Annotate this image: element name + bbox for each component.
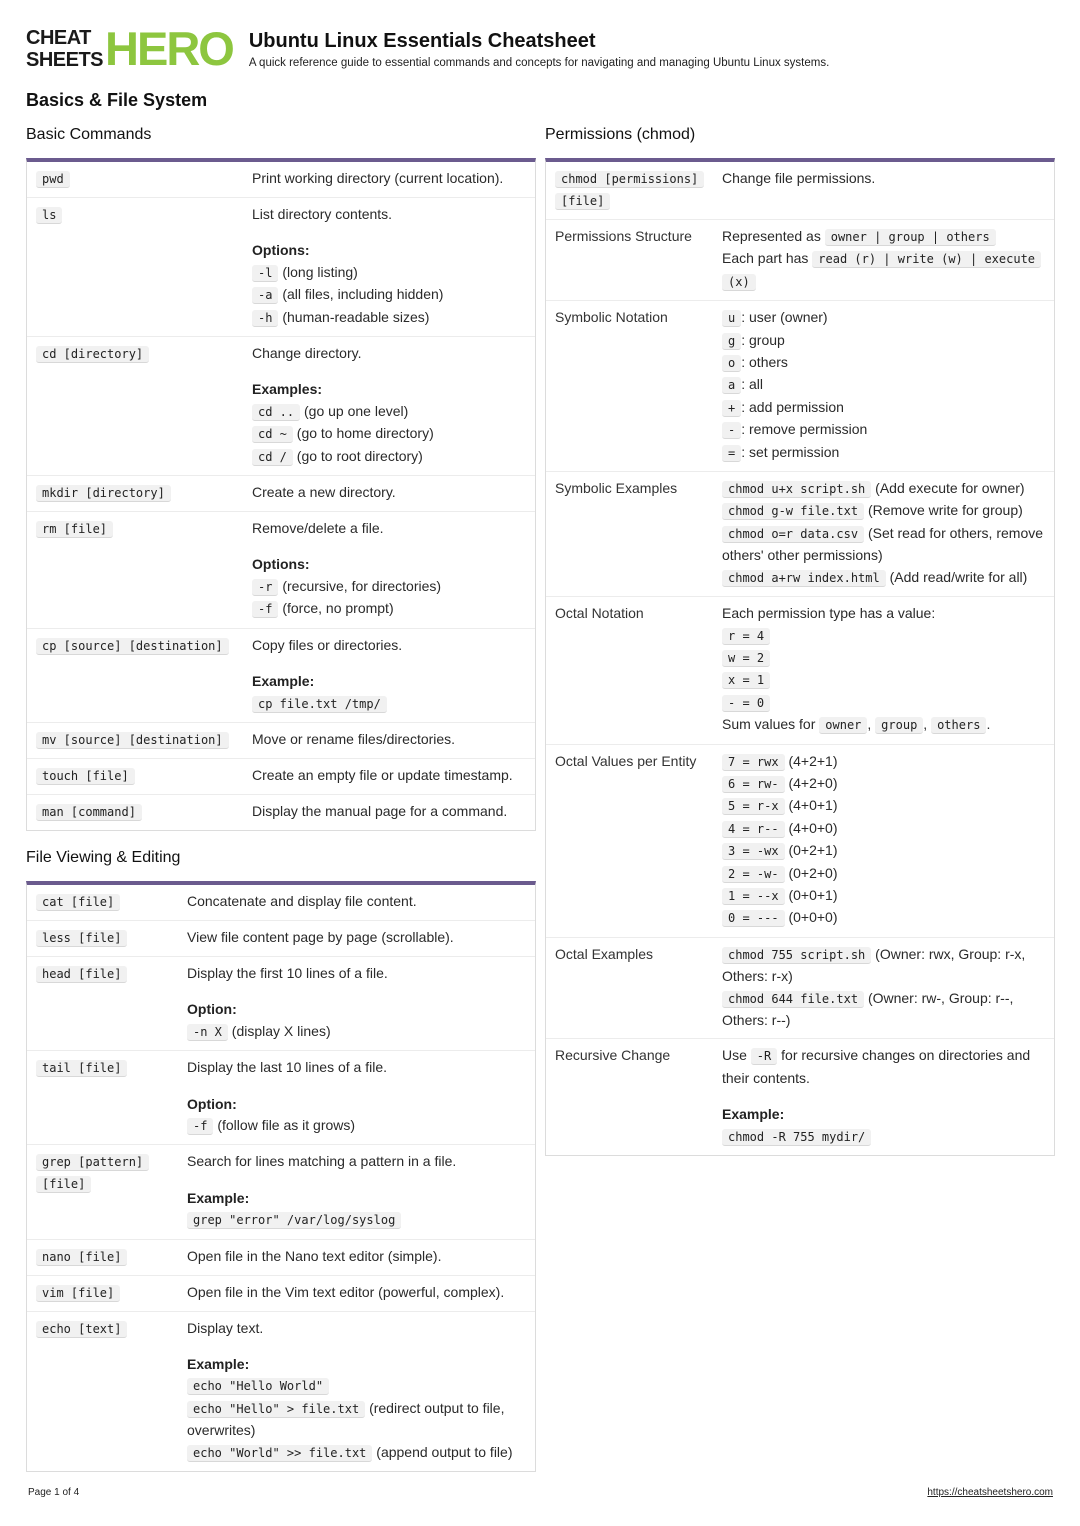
example-label: Example:	[187, 1189, 250, 1206]
code: u	[722, 310, 741, 327]
code: -	[722, 422, 741, 439]
command-code: cp [source] [destination]	[36, 638, 229, 655]
description: List directory contents.	[252, 206, 393, 222]
row-label: Octal Examples	[555, 945, 654, 962]
example-code: grep "error" /var/log/syslog	[187, 1212, 401, 1229]
option-code: -f	[187, 1118, 213, 1135]
text: (4+2+1)	[788, 752, 838, 769]
text: .	[986, 716, 991, 733]
example-code: chmod o=r data.csv	[722, 526, 864, 543]
code: =	[722, 445, 741, 462]
example-code: cp file.txt /tmp/	[252, 696, 387, 713]
text: (0+0+1)	[788, 886, 838, 903]
option-code: -r	[252, 579, 278, 596]
code: - = 0	[722, 695, 770, 712]
options-label: Options:	[252, 556, 310, 573]
code: r = 4	[722, 628, 770, 645]
row-label: Recursive Change	[555, 1047, 671, 1064]
code: +	[722, 400, 741, 417]
table-row	[27, 885, 535, 921]
text: for recursive changes on directories and their contents.	[722, 1047, 1031, 1086]
command-code: echo [text]	[36, 1321, 127, 1338]
table-row	[27, 723, 535, 759]
code: 6 = rw-	[722, 776, 785, 793]
footer-link[interactable]: https://cheatsheetshero.com	[927, 1487, 1053, 1498]
example-text: (Add execute for owner)	[875, 480, 1025, 497]
command-code: [file]	[36, 1176, 91, 1193]
code: g	[722, 333, 741, 350]
option-code: -l	[252, 265, 278, 282]
logo[interactable]	[26, 22, 233, 75]
description: Display the manual page for a command.	[252, 802, 508, 819]
text: Each part has	[722, 250, 809, 267]
row-label: Octal Notation	[555, 605, 644, 622]
description: Change file permissions.	[722, 170, 876, 186]
text: (4+2+0)	[788, 774, 838, 791]
code: others	[931, 717, 986, 734]
command-code: [file]	[555, 193, 610, 210]
text: : remove permission	[741, 421, 868, 438]
table-row	[546, 220, 1054, 301]
text: (0+0+0)	[788, 909, 838, 926]
section-title: Basics & File System	[26, 90, 208, 110]
code: x = 1	[722, 672, 770, 689]
option-code: -n X	[187, 1024, 228, 1041]
example-text: (go to home directory)	[296, 425, 434, 442]
code: 1 = --x	[722, 888, 785, 905]
example-code: chmod g-w file.txt	[722, 503, 864, 520]
text: : user (owner)	[741, 309, 828, 326]
card-basic-commands	[26, 158, 536, 831]
header	[26, 22, 830, 75]
command-code: chmod [permissions]	[555, 171, 704, 188]
command-code: nano [file]	[36, 1249, 127, 1266]
code: a	[722, 377, 741, 394]
description: Change directory.	[252, 345, 362, 362]
example-code: chmod a+rw index.html	[722, 570, 886, 587]
option-code: -f	[252, 601, 278, 618]
code: o	[722, 355, 741, 372]
command-code: less [file]	[36, 930, 127, 947]
row-label: Permissions Structure	[555, 228, 692, 244]
option-text: (follow file as it grows)	[217, 1116, 356, 1133]
example-code: chmod -R 755 mydir/	[722, 1129, 871, 1146]
logo-text-hero: HERO	[105, 22, 233, 75]
description: Display text.	[187, 1319, 264, 1336]
left-column	[26, 124, 536, 1488]
examples-label: Examples:	[252, 381, 323, 398]
description: Display the last 10 lines of a file.	[187, 1059, 387, 1076]
description: View file content page by page (scrollable).	[187, 928, 454, 945]
text: ,	[923, 716, 928, 733]
table-row	[546, 938, 1054, 1040]
command-code: head [file]	[36, 966, 127, 983]
logo-text-sheets: SHEETS	[26, 49, 104, 71]
text: (4+0+1)	[788, 797, 838, 814]
option-text: (recursive, for directories)	[282, 577, 442, 594]
page-subtitle: A quick reference guide to essential commands and concepts for navigating and managing Ubuntu Linux systems.	[248, 57, 830, 69]
table-row	[546, 745, 1054, 938]
text: : others	[741, 354, 788, 371]
option-label: Option:	[187, 1095, 237, 1112]
card-permissions	[545, 158, 1055, 1156]
table-row	[27, 476, 535, 512]
description: Create a new directory.	[252, 484, 396, 501]
table-row	[546, 1039, 1054, 1155]
example-label: Example:	[187, 1355, 250, 1372]
table-row	[27, 337, 535, 476]
table-row	[27, 921, 535, 957]
example-code: echo "Hello" > file.txt	[187, 1401, 365, 1418]
row-label: Symbolic Examples	[555, 480, 678, 497]
table-row	[27, 162, 535, 198]
example-label: Example:	[722, 1106, 785, 1123]
command-code: rm [file]	[36, 521, 113, 538]
text: : group	[741, 331, 785, 348]
description: Move or rename files/directories.	[252, 730, 456, 747]
text: : add permission	[741, 398, 844, 415]
example-text: (go up one level)	[304, 402, 409, 419]
card-file-viewing	[26, 881, 536, 1472]
card-title-basic-commands: Basic Commands	[26, 126, 152, 143]
table-row	[27, 1051, 535, 1145]
text: Sum values for	[722, 716, 816, 733]
example-text: (Add read/write for all)	[889, 568, 1028, 585]
example-code: cd /	[252, 449, 293, 466]
command-code: cd [directory]	[36, 346, 149, 363]
option-text: (display X lines)	[231, 1022, 331, 1039]
example-text: (Owner: rwx, Group: r-x, Others: r-x)	[722, 945, 1026, 985]
code: 3 = -wx	[722, 843, 785, 860]
description: Concatenate and display file content.	[187, 892, 417, 909]
description: Create an empty file or update timestamp.	[252, 766, 513, 783]
example-code: echo "World" >> file.txt	[187, 1445, 372, 1462]
command-code: vim [file]	[36, 1285, 120, 1302]
example-label: Example:	[252, 673, 315, 690]
description: Print working directory (current location).	[252, 170, 504, 186]
text: (0+2+0)	[788, 864, 838, 881]
table-row	[27, 1240, 535, 1276]
command-code: pwd	[36, 171, 70, 188]
table-row	[546, 597, 1054, 744]
command-code: mv [source] [destination]	[36, 732, 229, 749]
text: Use	[722, 1047, 747, 1064]
row-label: Symbolic Notation	[555, 309, 668, 326]
example-text: (redirect output to file, overwrites)	[187, 1399, 505, 1439]
description: Open file in the Nano text editor (simple).	[187, 1247, 442, 1264]
command-code: touch [file]	[36, 768, 135, 785]
command-code: tail [file]	[36, 1060, 127, 1077]
example-code: echo "Hello World"	[187, 1378, 329, 1395]
code: 2 = -w-	[722, 866, 785, 883]
table-row	[27, 629, 535, 723]
row-label: Octal Values per Entity	[555, 752, 697, 769]
table-row	[27, 759, 535, 795]
table-row	[27, 198, 535, 337]
code: group	[875, 717, 923, 734]
table-row	[27, 1312, 535, 1471]
description: Open file in the Vim text editor (powerful, complex).	[187, 1283, 505, 1300]
description: Remove/delete a file.	[252, 520, 384, 537]
right-column	[545, 124, 1055, 1172]
example-code: cd ..	[252, 404, 300, 421]
text: (4+0+0)	[788, 819, 838, 836]
code: -R	[751, 1048, 777, 1065]
table-row	[27, 1276, 535, 1312]
text: Each permission type has a value:	[722, 605, 936, 622]
command-code: man [command]	[36, 804, 142, 821]
text: : set permission	[741, 443, 840, 460]
card-title-permissions: Permissions (chmod)	[545, 126, 696, 143]
text: : all	[741, 376, 764, 393]
table-row	[546, 472, 1054, 597]
logo-text-cheat: CHEAT	[26, 27, 91, 49]
code: (x)	[722, 274, 756, 291]
options-label: Options:	[252, 242, 310, 259]
option-text: (human-readable sizes)	[282, 308, 430, 325]
example-code: chmod 755 script.sh	[722, 947, 871, 964]
code: 0 = ---	[722, 910, 785, 927]
table-row	[27, 1145, 535, 1239]
table-row	[27, 957, 535, 1051]
code: w = 2	[722, 650, 770, 667]
option-code: -h	[252, 310, 278, 327]
example-code: chmod 644 file.txt	[722, 991, 864, 1008]
command-code: ls	[36, 207, 62, 224]
table-row	[27, 512, 535, 629]
table-row	[27, 795, 535, 830]
command-code: cat [file]	[36, 894, 120, 911]
code: 7 = rwx	[722, 754, 785, 771]
example-text: (append output to file)	[376, 1443, 513, 1460]
example-text: (go to root directory)	[296, 447, 423, 464]
table-row	[546, 301, 1054, 472]
example-code: cd ~	[252, 426, 293, 443]
page-number: Page 1 of 4	[28, 1487, 80, 1498]
table-row	[546, 162, 1054, 220]
option-text: (all files, including hidden)	[282, 286, 444, 303]
text: Represented as	[722, 228, 821, 244]
code: 4 = r--	[722, 821, 785, 838]
command-code: mkdir [directory]	[36, 485, 171, 502]
option-text: (force, no prompt)	[282, 600, 394, 617]
example-code: chmod u+x script.sh	[722, 481, 871, 498]
page-title: Ubuntu Linux Essentials Cheatsheet	[248, 30, 596, 52]
option-label: Option:	[187, 1001, 237, 1018]
card-title-file-viewing: File Viewing & Editing	[26, 848, 181, 866]
code: read (r) | write (w) | execute	[812, 251, 1041, 268]
description: Search for lines matching a pattern in a file.	[187, 1153, 457, 1170]
option-code: -a	[252, 287, 278, 304]
text: (0+2+1)	[788, 842, 838, 859]
description: Display the first 10 lines of a file.	[187, 964, 388, 981]
example-text: (Owner: rw-, Group: r--, Others: r--)	[722, 989, 1014, 1028]
example-text: (Remove write for group)	[867, 502, 1023, 519]
code: 5 = r-x	[722, 798, 785, 815]
code: owner | group | others	[825, 229, 996, 246]
text: ,	[867, 716, 872, 733]
description: Copy files or directories.	[252, 636, 403, 653]
example-text: (Set read for others, remove others' other permissions)	[722, 524, 1044, 564]
option-text: (long listing)	[282, 263, 358, 280]
code: owner	[819, 717, 867, 734]
command-code: grep [pattern]	[36, 1154, 149, 1171]
